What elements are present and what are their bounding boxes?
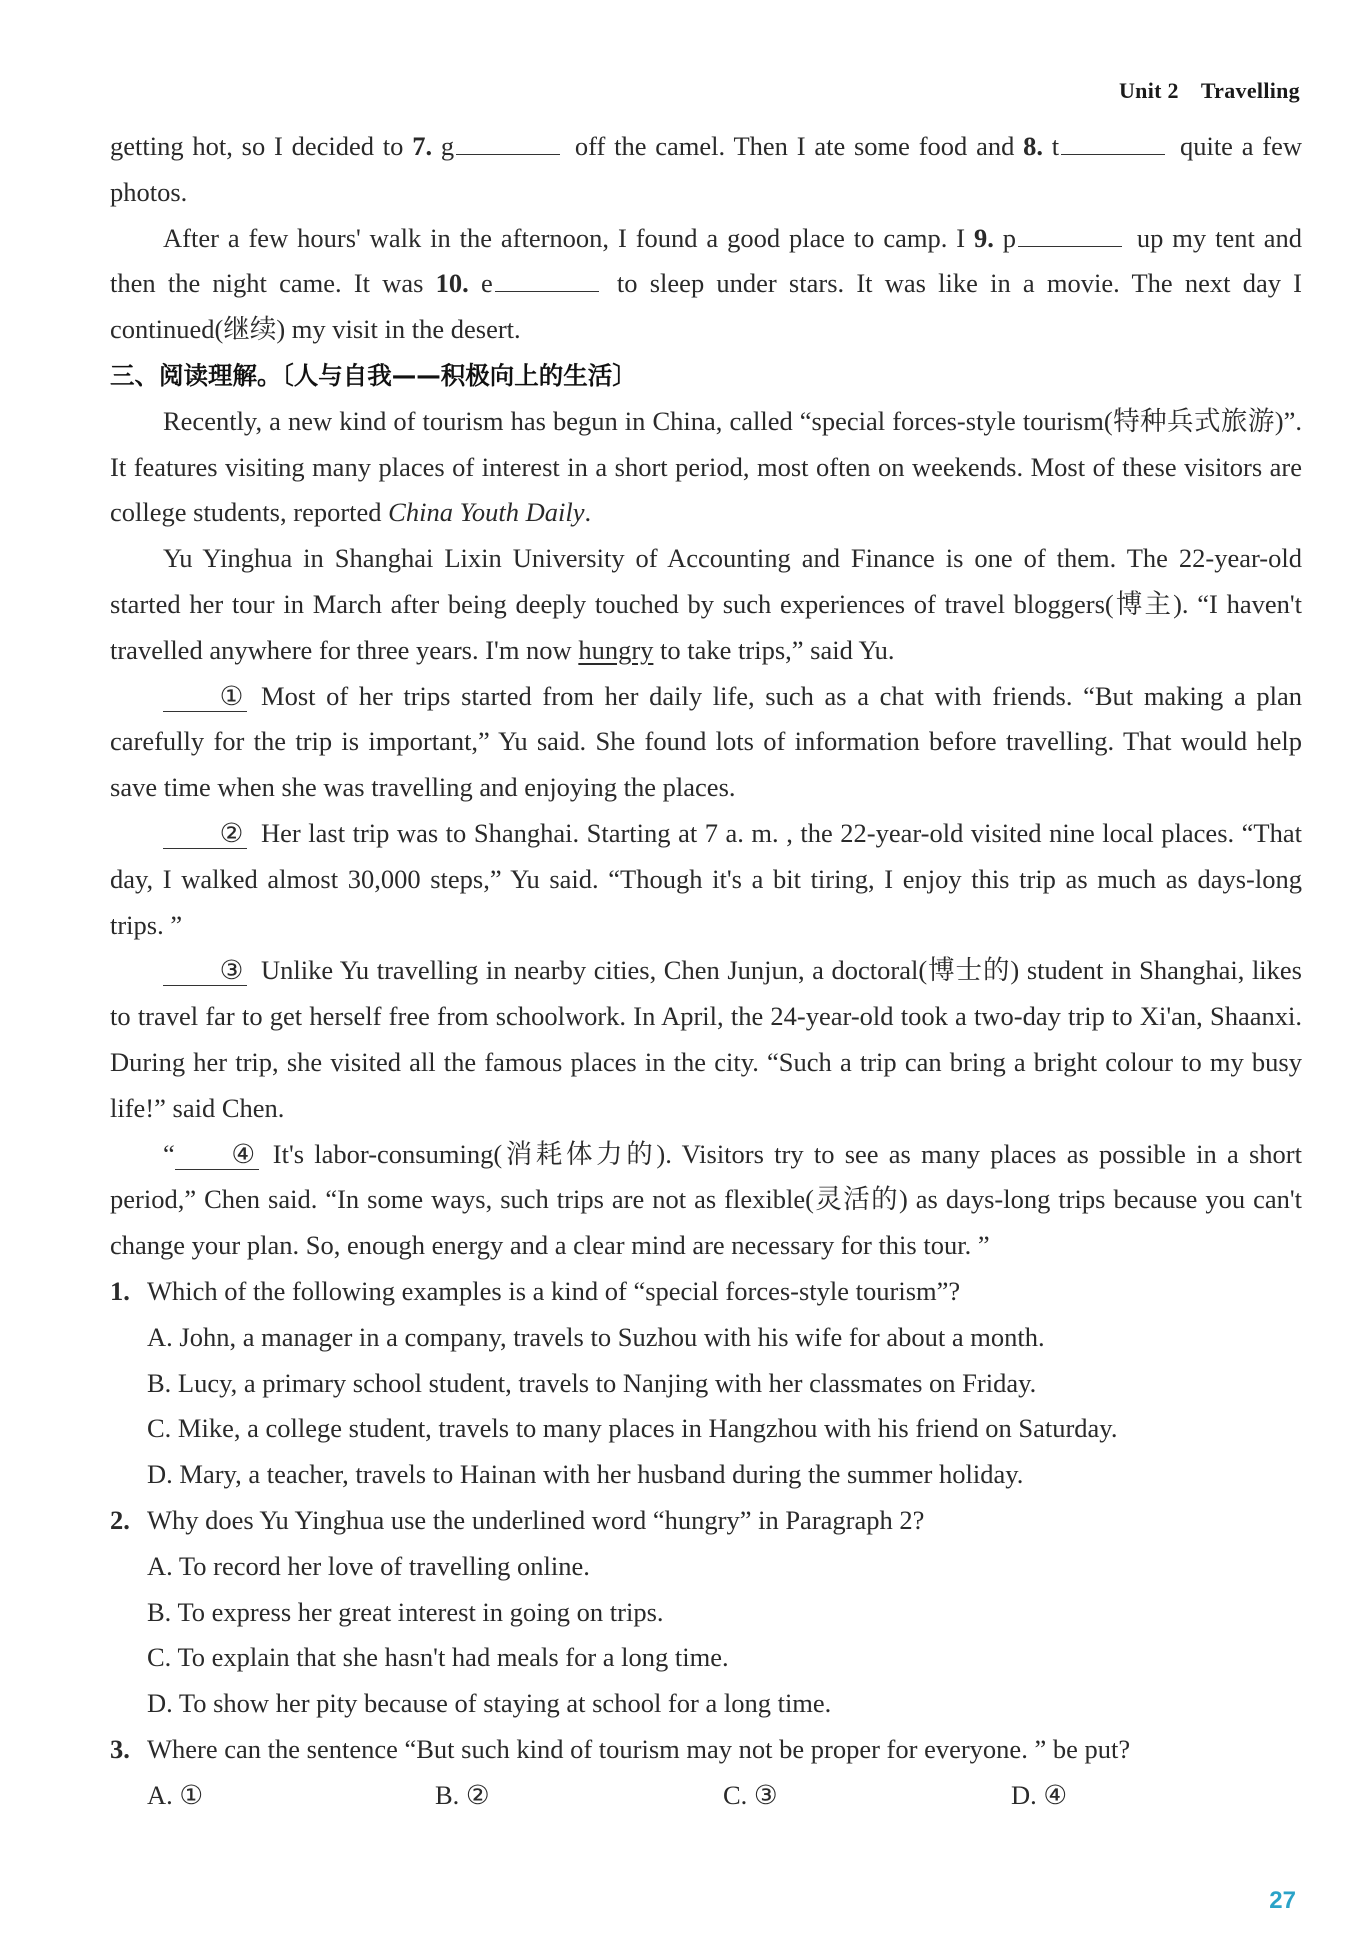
option-1d[interactable]: D. Mary, a teacher, travels to Hainan with her husband during the summer holiday. [147, 1459, 1024, 1490]
question-number-10: 10. [435, 268, 469, 299]
answer-blank-7[interactable] [456, 130, 560, 155]
passage-text: Most of her trips started from her daily life, such as a chat with friends. “But making a plan carefully for the trip is important,” Yu said. She found lots of information before travelling. That would help save time when she was travelling and enjoying the places. [110, 680, 1302, 803]
question-number-7: 7. [412, 131, 433, 161]
sentence-blank-4[interactable]: ④ [175, 1139, 259, 1170]
cloze-text: off the camel. Then I ate some food and [566, 131, 1024, 161]
option-2d[interactable]: D. To show her pity because of staying at school for a long time. [147, 1688, 832, 1719]
passage-text: It's labor-consuming(消耗体力的). Visitors try to see as many places as possible in a short period,” Chen said. “In some ways, such trips are not as flexible(灵活的) as days-long trips because you can't change your plan. So, enough energy and a clear mind are necessary for this tour. ” [110, 1138, 1302, 1261]
question-text: Where can the sentence “But such kind of tourism may not be proper for everyone. ” be put? [147, 1733, 1131, 1764]
answer-blank-8[interactable] [1061, 130, 1165, 155]
cloze-text: to sleep under stars. It was like in a movie. The next day I continued(继续) my visit in the desert. [110, 268, 1302, 345]
question-1 [110, 1269, 1302, 1315]
page-content [110, 124, 1302, 1818]
blank-initial-7: g [432, 131, 455, 161]
question-number: 2. [110, 1504, 130, 1535]
question-number-9: 9. [973, 222, 994, 253]
passage-text: Yu Yinghua in Shanghai Lixin University of Accounting and Finance is one of them. The 22-year-old started her tour in March after being deeply touched by such experiences of travel bloggers(博主). “I haven't travelled anywhere for three years. I'm now [110, 543, 1302, 665]
passage-text: Unlike Yu travelling in nearby cities, Chen Junjun, a doctoral(博士的) student in Shanghai, likes to travel far to get herself free from schoolwork. In April, the 24-year-old took a two-day trip to Xi'an, Shaanxi. During her trip, she visited all the famous places in the city. “Such a trip can bring a bright colour to my busy life!” said Chen. [110, 955, 1302, 1123]
passage-paragraph-1 [110, 399, 1302, 536]
passage-paragraph-6 [110, 1132, 1302, 1269]
page-number: 27 [1269, 1887, 1296, 1914]
question-number: 1. [110, 1275, 130, 1306]
cloze-text: up my tent and then the night came. It was [110, 222, 1302, 299]
option-3c[interactable]: C. ③ [723, 1779, 778, 1810]
blank-initial-10: e [468, 268, 493, 299]
question-text: Which of the following examples is a kind of “special forces-style tourism”? [147, 1275, 961, 1306]
unit-title: Travelling [1200, 78, 1300, 103]
unit-label: Unit 2 [1118, 78, 1179, 103]
passage-paragraph-3 [110, 674, 1302, 811]
options-row-3 [110, 1773, 1302, 1819]
cloze-text: getting hot, so I decided to [110, 131, 413, 161]
underlined-word: hungry [578, 634, 654, 665]
passage-text: . [584, 497, 592, 528]
passage-text: Her last trip was to Shanghai. Starting at 7 a. m. , the 22-year-old visited nine local places. “That day, I walked almost 30,000 steps,” Yu said. “Though it's a bit tiring, I enjoy this trip as much as days-long trips. ” [110, 817, 1302, 940]
newspaper-name: China Youth Daily [388, 497, 585, 528]
question-number-8: 8. [1023, 131, 1043, 161]
cloze-text: quite a few photos. [110, 131, 1302, 207]
passage-paragraph-5 [110, 948, 1302, 1131]
blank-initial-9: p [993, 222, 1016, 253]
option-2b[interactable]: B. To express her great interest in going on trips. [147, 1596, 664, 1627]
option-2c[interactable]: C. To explain that she hasn't had meals for a long time. [147, 1642, 729, 1673]
sentence-blank-3[interactable]: ③ [163, 955, 247, 986]
question-3 [110, 1727, 1302, 1773]
quote-mark: “ [163, 1138, 175, 1169]
passage-paragraph-2 [110, 536, 1302, 673]
passage-paragraph-4 [110, 811, 1302, 948]
section-heading: 三、阅读理解。〔人与自我——积极向上的生活〕 [110, 360, 637, 390]
option-1a[interactable]: A. John, a manager in a company, travels to Suzhou with his wife for about a month. [147, 1321, 1045, 1352]
question-number: 3. [110, 1733, 130, 1764]
question-text: Why does Yu Yinghua use the underlined word “hungry” in Paragraph 2? [147, 1504, 925, 1535]
option-1c[interactable]: C. Mike, a college student, travels to many places in Hangzhou with his friend on Saturday. [147, 1413, 1118, 1444]
sentence-blank-1[interactable]: ① [163, 681, 247, 712]
option-3a[interactable]: A. ① [147, 1779, 204, 1810]
cloze-text: After a few hours' walk in the afternoon, I found a good place to camp. I [163, 222, 974, 253]
running-header [1119, 78, 1300, 104]
option-3d[interactable]: D. ④ [1011, 1779, 1068, 1810]
answer-blank-10[interactable] [495, 267, 599, 292]
question-2 [110, 1498, 1302, 1544]
option-2a[interactable]: A. To record her love of travelling online. [147, 1550, 590, 1581]
blank-initial-8: t [1043, 131, 1060, 161]
option-1b[interactable]: B. Lucy, a primary school student, travels to Nanjing with her classmates on Friday. [147, 1367, 1037, 1398]
cloze-paragraph-2 [110, 216, 1302, 353]
option-3b[interactable]: B. ② [435, 1779, 490, 1810]
passage-text: to take trips,” said Yu. [653, 634, 895, 665]
passage-text: Recently, a new kind of tourism has begun in China, called “special forces-style tourism(特种兵式旅游)”. It features visiting many places of interest in a short period, most often on weekends. Most of these visitors are college students, reported [110, 405, 1302, 528]
cloze-paragraph-1 [110, 124, 1302, 216]
sentence-blank-2[interactable]: ② [163, 818, 247, 849]
answer-blank-9[interactable] [1018, 222, 1122, 247]
